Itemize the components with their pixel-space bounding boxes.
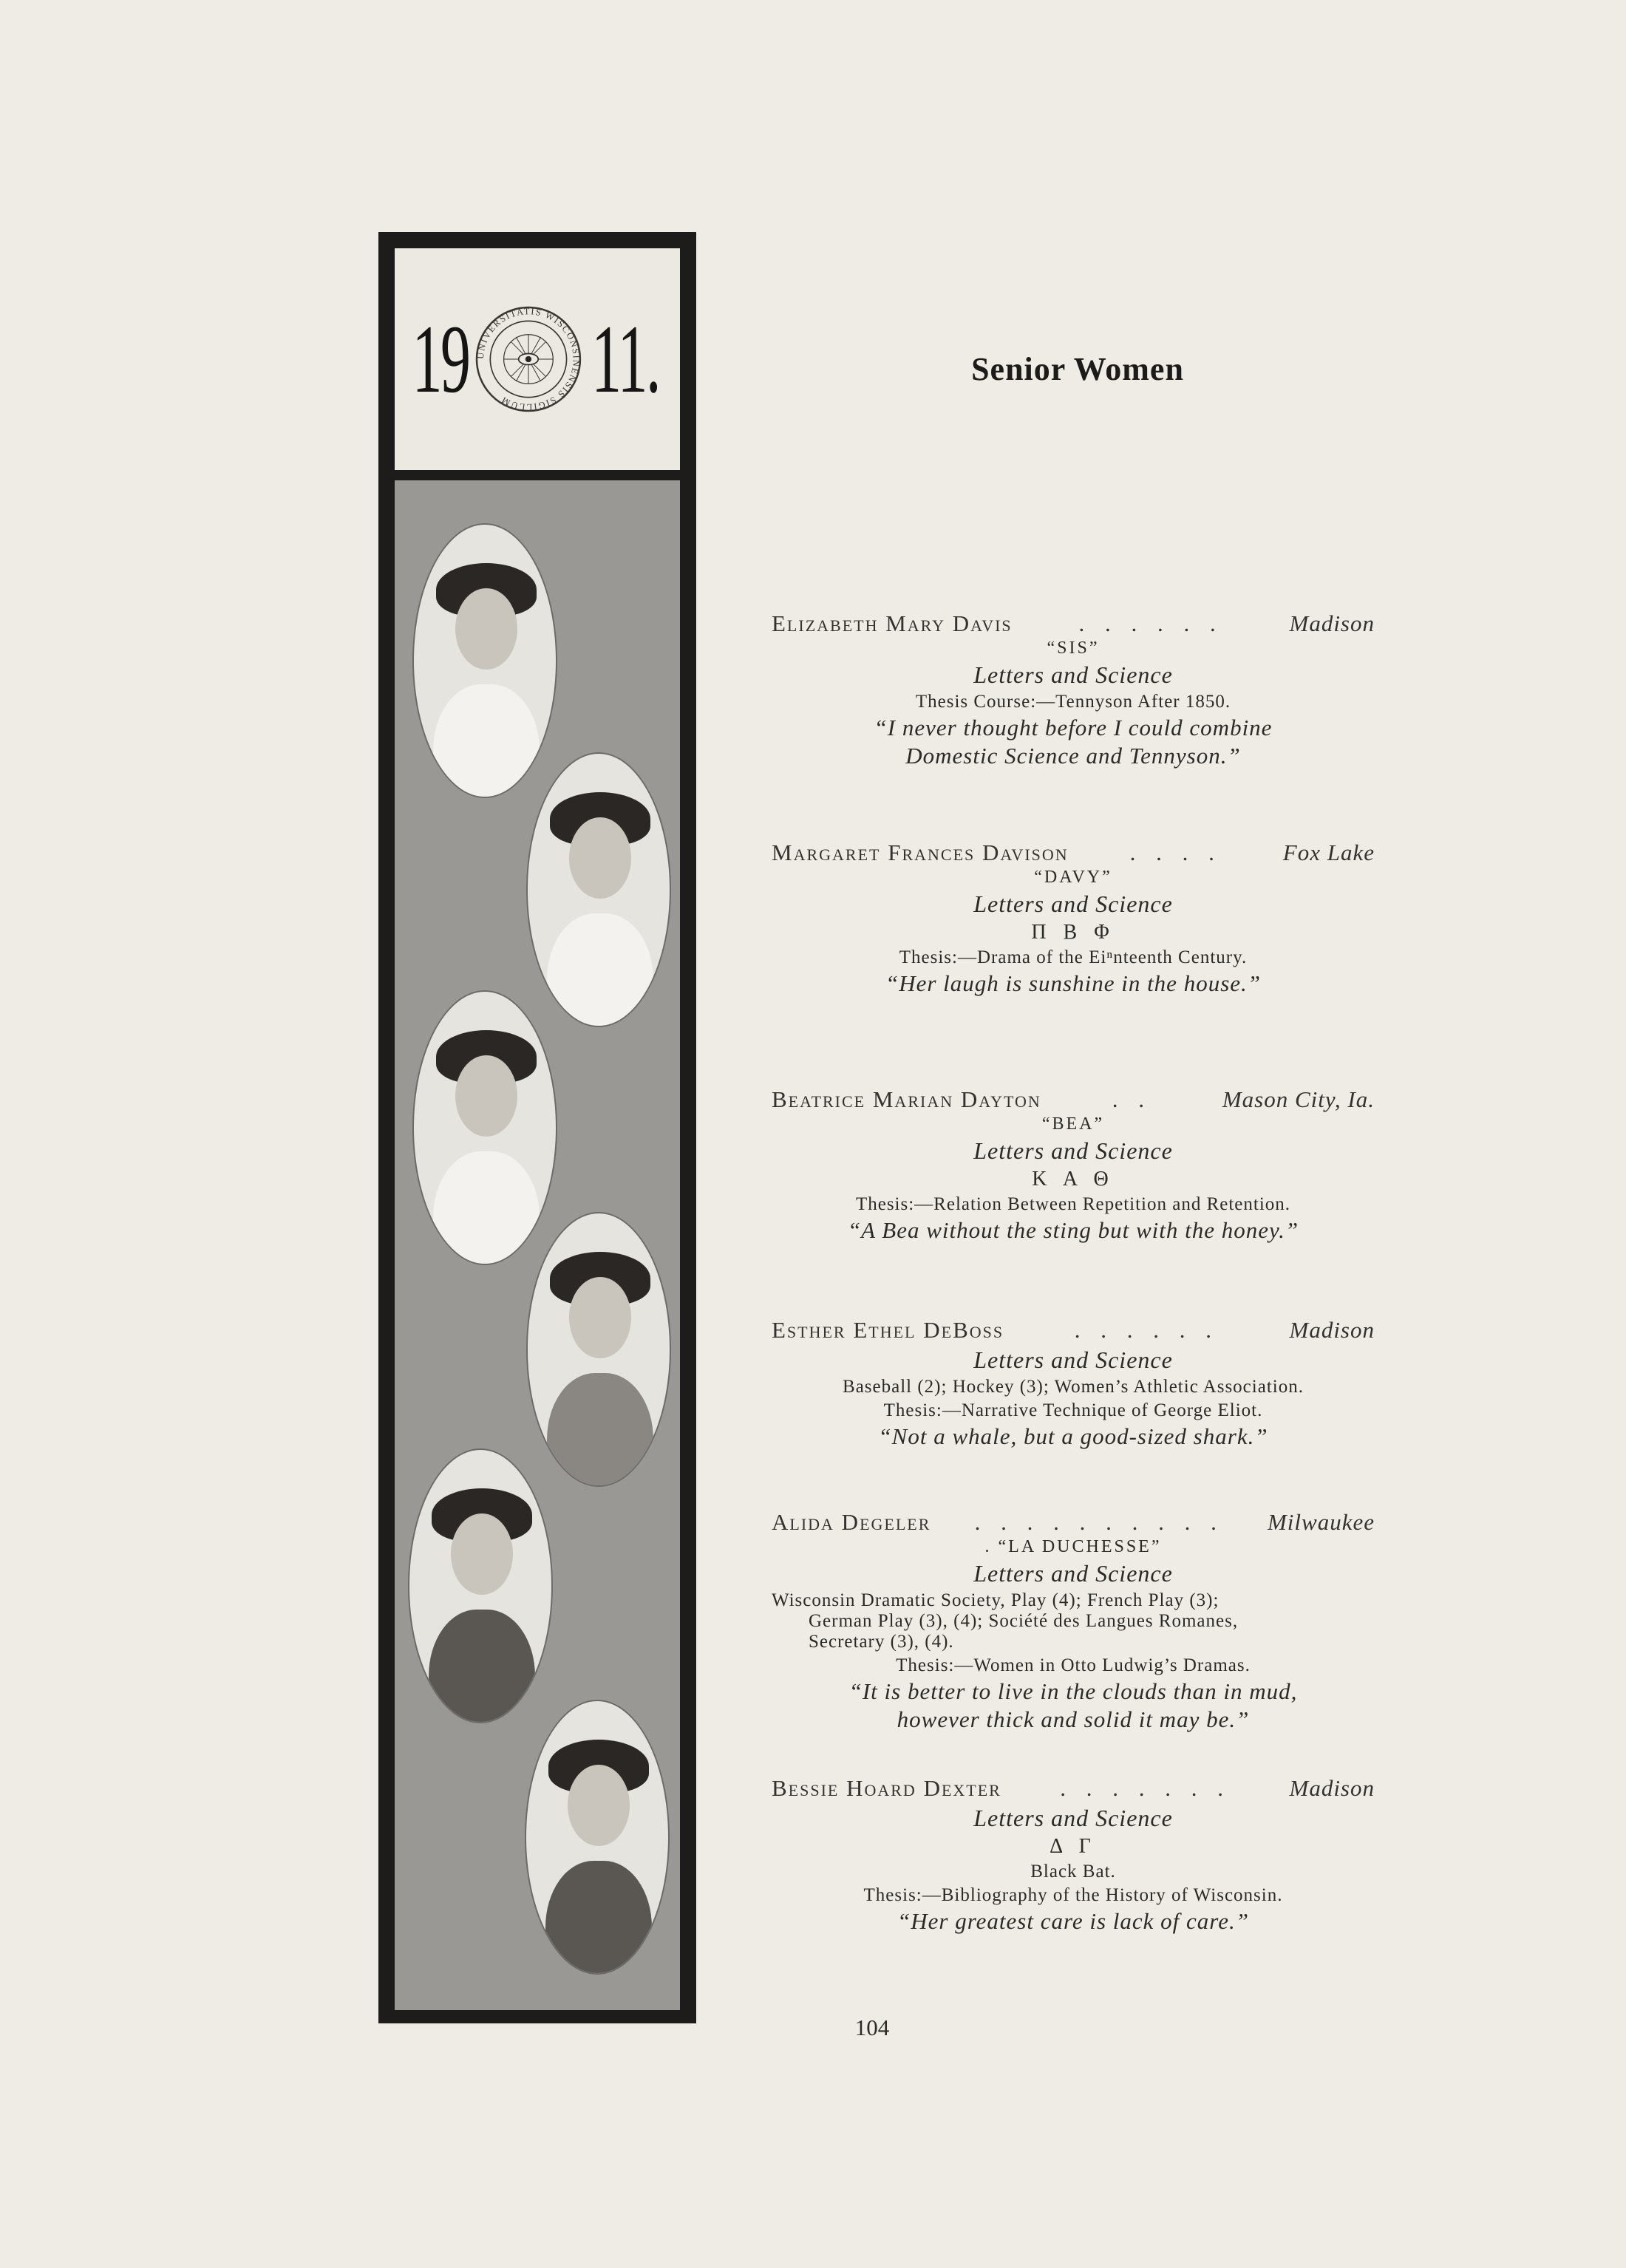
quote-line: however thick and solid it may be.” — [897, 1706, 1250, 1732]
greek-letters: Κ Α Θ — [1032, 1168, 1115, 1191]
activities-line: Secretary (3), (4). — [809, 1632, 954, 1652]
activities — [772, 1590, 1375, 1652]
portrait-davis — [412, 523, 557, 798]
strip-header — [395, 248, 680, 470]
activities: Black Bat. — [1030, 1862, 1116, 1882]
course: Letters and Science — [973, 1137, 1173, 1164]
thesis: Thesis:—Narrative Technique of George Eliot. — [883, 1400, 1263, 1420]
hometown: Madison — [1289, 1775, 1375, 1801]
student-name: Elizabeth Mary Davis — [772, 610, 1013, 636]
entry-nameline — [772, 1509, 1375, 1536]
entry-dayton — [772, 1086, 1375, 1243]
portrait-strip — [378, 232, 696, 2023]
portrait-degeler — [408, 1448, 553, 1723]
entry-nameline — [772, 840, 1375, 866]
quote-line: “I never thought before I could combine — [874, 715, 1273, 740]
portrait-column — [395, 480, 680, 2010]
student-name: Alida Degeler — [772, 1509, 931, 1535]
entry-dexter — [772, 1775, 1375, 1934]
course: Letters and Science — [973, 890, 1173, 917]
seal-text: UNIVERSITATIS WISCONSINENSIS SIGILLUM — [474, 306, 582, 412]
entry-nameline — [772, 1317, 1375, 1344]
greek-letters: Δ Γ — [1050, 1835, 1097, 1858]
quote-line: “Not a whale, but a good-sized shark.” — [878, 1423, 1268, 1449]
student-name: Esther Ethel DeBoss — [772, 1317, 1004, 1343]
nickname: “SIS” — [1047, 638, 1100, 658]
leader-dots: . . . . . . . . . . — [974, 1509, 1224, 1535]
nickname: “DAVY” — [1034, 868, 1112, 887]
hometown: Madison — [1289, 1317, 1375, 1343]
student-name: Beatrice Marian Dayton — [772, 1086, 1041, 1112]
thesis: Thesis:—Drama of the Eiⁿnteenth Century. — [899, 947, 1248, 967]
entry-davis — [772, 610, 1375, 769]
activities-line: German Play (3), (4); Société des Langues Romanes, — [809, 1611, 1239, 1631]
quote-line: “It is better to live in the clouds than in mud, — [848, 1678, 1298, 1704]
portrait-davison — [526, 752, 671, 1027]
course: Letters and Science — [973, 1560, 1173, 1587]
portrait-dexter — [525, 1700, 670, 1975]
year-right: 11. — [591, 304, 659, 413]
university-seal — [473, 293, 584, 426]
hometown: Fox Lake — [1282, 840, 1375, 865]
leader-dots: . . . . . . — [1078, 610, 1223, 636]
entry-degeler — [772, 1509, 1375, 1732]
course: Letters and Science — [973, 1346, 1173, 1373]
course: Letters and Science — [973, 1805, 1173, 1831]
leader-dots: . . . . — [1129, 840, 1222, 865]
quote-line: “Her greatest care is lack of care.” — [897, 1908, 1249, 1934]
leader-dots: . . . . . . . — [1060, 1775, 1231, 1801]
leader-dots: . . . . . . — [1074, 1317, 1219, 1343]
hometown: Madison — [1289, 610, 1375, 636]
thesis: Thesis Course:—Tennyson After 1850. — [915, 692, 1231, 712]
entry-nameline — [772, 610, 1375, 637]
student-name: Bessie Hoard Dexter — [772, 1775, 1001, 1801]
nickname: “BEA” — [1041, 1114, 1105, 1134]
entry-deboss — [772, 1317, 1375, 1449]
quote-line: “Her laugh is sunshine in the house.” — [885, 970, 1262, 996]
page-title: Senior Women — [971, 351, 1184, 387]
hometown: Milwaukee — [1267, 1509, 1375, 1535]
entry-davison — [772, 840, 1375, 996]
greek-letters: Π Β Φ — [1031, 921, 1115, 944]
course: Letters and Science — [973, 661, 1173, 688]
entry-nameline — [772, 1775, 1375, 1802]
portrait-dayton — [412, 990, 557, 1265]
page-number: 104 — [854, 2015, 890, 2040]
entry-nameline — [772, 1086, 1375, 1113]
activities: Baseball (2); Hockey (3); Women’s Athletic Association. — [843, 1377, 1304, 1397]
hometown: Mason City, Ia. — [1222, 1086, 1375, 1112]
thesis: Thesis:—Relation Between Repetition and Retention. — [855, 1194, 1291, 1214]
student-name: Margaret Frances Davison — [772, 840, 1069, 865]
activities-line: Wisconsin Dramatic Society, Play (4); French Play (3); — [772, 1590, 1220, 1610]
year-left: 19 — [412, 304, 469, 413]
quote-line: “A Bea without the sting but with the honey.” — [847, 1217, 1299, 1243]
thesis: Thesis:—Women in Otto Ludwig’s Dramas. — [896, 1655, 1251, 1675]
leader-dots: . . — [1112, 1086, 1152, 1112]
portrait-deboss — [526, 1212, 671, 1487]
thesis: Thesis:—Bibliography of the History of Wisconsin. — [863, 1885, 1283, 1905]
quote-line: Domestic Science and Tennyson.” — [905, 743, 1241, 769]
nickname: . “LA DUCHESSE” — [984, 1537, 1162, 1556]
